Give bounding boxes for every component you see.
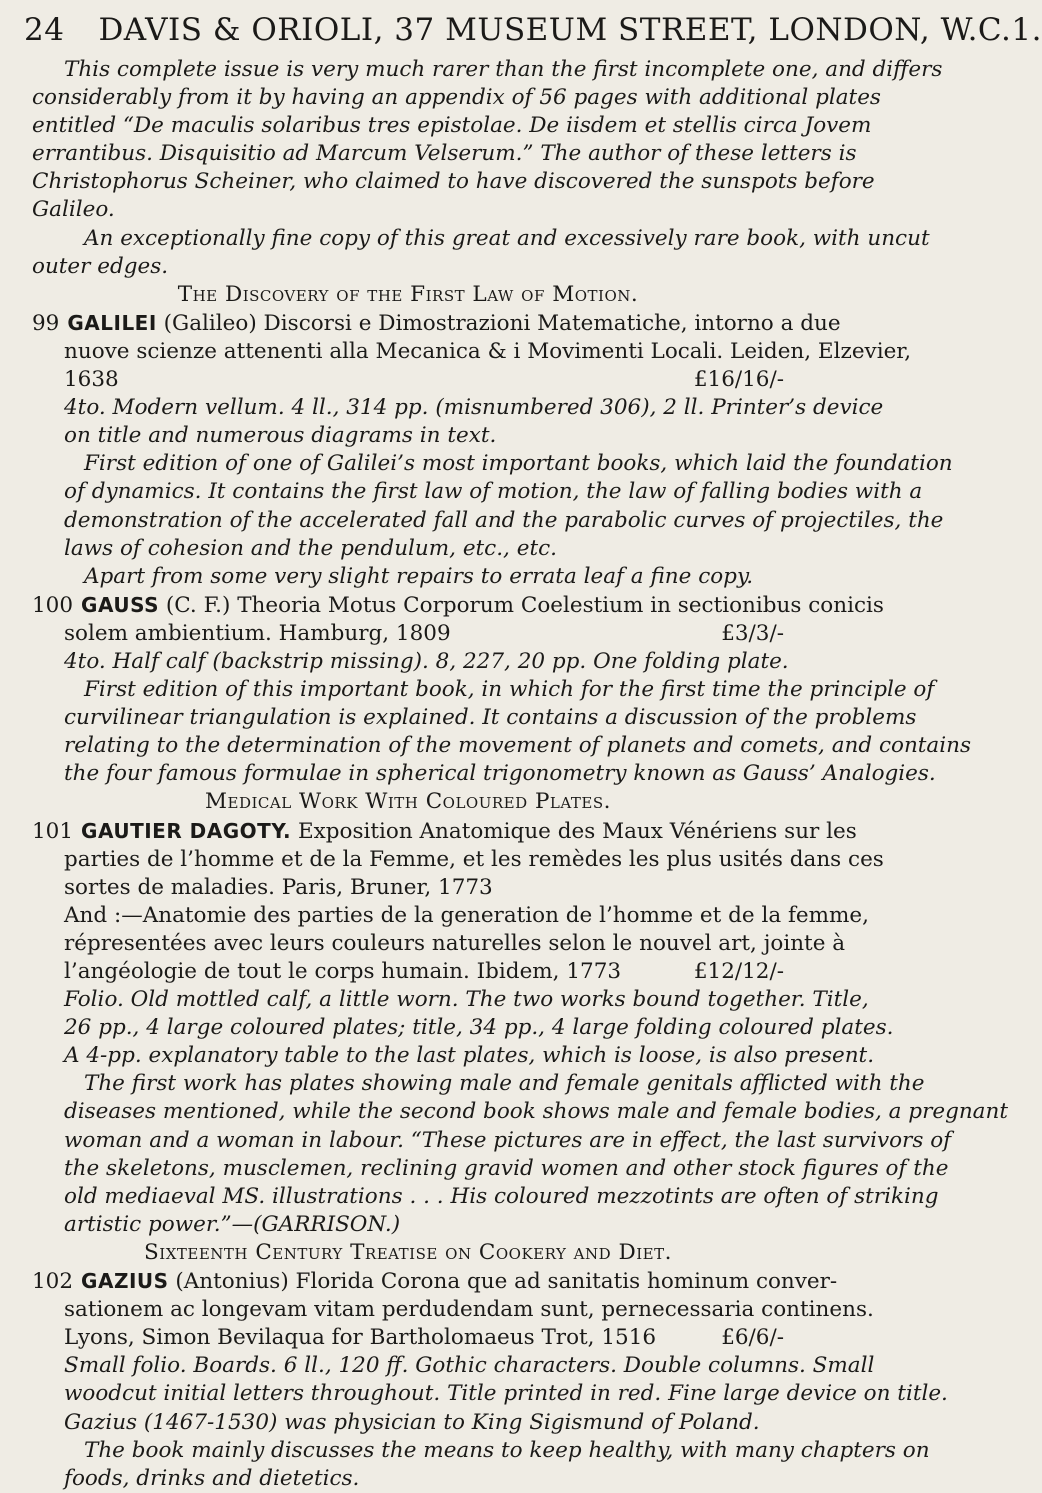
section-heading: Sixteenth Century Treatise on Cookery and Diet. [144,1239,672,1265]
catalogue-entry [32,1239,948,1493]
entry-note-line: woman and a woman in labour. “These pictures are in effect, the last survivors of [64,1127,952,1153]
entry-title: (Galileo) Discorsi e Dimostrazioni Matematiche, intorno a due [163,310,841,336]
entry-price: £16/16/- [693,367,784,393]
section-heading: The Discovery of the First Law of Motion. [177,281,639,307]
text-line: Christophorus Scheiner, who claimed to have discovered the sunspots before [32,169,875,195]
text-line: This complete issue is very much rarer than the first incomplete one, and differs [64,57,943,82]
entry-price: £3/3/- [721,620,784,646]
text-line: errantibus. Disquisitio ad Marcum Velserum.” The author of these letters is [32,141,857,167]
entry-collation-line: 26 pp., 4 large coloured plates; title, 34 pp., 4 large folding coloured plates. [64,1015,894,1041]
intro-note [32,225,930,281]
entry-note-line: The book mainly discusses the means to keep healthy, with many chapters on [84,1437,930,1463]
entry-number: 102 [32,1269,74,1295]
entry-imprint: Lyons, Simon Bevilaqua for Bartholomaeus Trot, 1516 [64,1325,657,1351]
entry-collation-line: on title and numerous diagrams in text. [64,423,497,449]
entry-author: GAZIUS [81,1269,169,1294]
catalogue-entry [32,788,1008,1239]
text-line: entitled “De maculis solaribus tres epistolae. De iisdem et stellis circa Jovem [32,113,872,139]
entry-first-line [32,591,884,620]
entry-note-line: of dynamics. It contains the first law of motion, the law of falling bodies with a [64,479,923,505]
entry-note-line: the skeletons, musclemen, reclining gravid women and other stock figures of the [64,1155,949,1181]
entry-note-line: curvilinear triangulation is explained. It contains a discussion of the problems [64,705,917,731]
entry-author: GAUTIER DAGOTY. [81,818,292,843]
entry-price-line [32,1324,784,1352]
page-header [24,12,1042,48]
entry-price-line [32,620,784,648]
entry-author: GAUSS [81,592,159,617]
entry-imprint: solem ambientium. Hamburg, 1809 [64,620,451,646]
entry-price-line [32,958,784,986]
entry-note-line: First edition of one of Galilei’s most important books, which laid the foundation [84,451,953,477]
entry-price-line [32,366,784,394]
section-heading: Medical Work With Coloured Plates. [205,789,611,815]
entry-title: (C. F.) Theoria Motus Corporum Coelestium in sectionibus conicis [165,592,884,618]
entry-title: (Antonius) Florida Corona que ad sanitatis hominum conver- [175,1269,838,1295]
catalogue-entry [32,591,972,789]
entry-note-line: demonstration of the accelerated fall and the parabolic curves of projectiles, the [64,507,944,533]
entry-imprint: 1638 [64,367,119,393]
entry-title-line: sortes de maladies. Paris, Bruner, 1773 [64,874,493,900]
entry-title-line: répresentées avec leurs couleurs naturelles selon le nouvel art, jointe à [64,930,846,956]
text-line: Galileo. [32,197,115,223]
text-line: outer edges. [32,253,169,279]
entry-note-line: old mediaeval MS. illustrations . . . His coloured mezzotints are often of striking [64,1183,939,1209]
entry-title: Exposition Anatomique des Maux Vénériens sur les [297,818,857,844]
entry-collation-line: Gazius (1467-1530) was physician to King Sigismund of Poland. [64,1409,760,1435]
entry-first-line [32,817,857,846]
entry-collation-line: 4to. Modern vellum. 4 ll., 314 pp. (misnumbered 306), 2 ll. Printer’s device [64,395,884,421]
entry-price: £12/12/- [693,959,784,984]
intro-paragraph [32,56,943,225]
entry-note-line: laws of cohesion and the pendulum, etc., etc. [64,535,557,561]
entry-first-line [32,309,841,338]
entry-title-line: sationem ac longevam vitam perdudendam sunt, pernecessaria continens. [64,1297,874,1323]
entry-collation-line: Folio. Old mottled calf, a little worn. The two works bound together. Title, [64,987,869,1013]
entry-collation-line: 4to. Half calf (backstrip missing). 8, 227, 20 pp. One folding plate. [64,648,789,674]
entry-price: £6/6/- [721,1325,784,1351]
entry-first-line [32,1267,838,1296]
entry-note-line: artistic power.”—(GARRISON.) [64,1211,401,1237]
text-line: An exceptionally fine copy of this great and excessively rare book, with uncut [84,225,930,251]
entry-number: 101 [32,818,74,844]
entry-collation-line: woodcut initial letters throughout. Title printed in red. Fine large device on title. [64,1381,948,1407]
entry-number: 100 [32,592,74,618]
entry-collation-line: A 4-pp. explanatory table to the last plates, which is loose, is also present. [64,1043,875,1069]
page-number: 24 [24,12,65,48]
entry-author: GALILEI [67,310,157,335]
text-line: considerably from it by having an appendix of 56 pages with additional plates [32,85,881,111]
entry-note-line: relating to the determination of the movement of planets and comets, and contains [64,733,972,759]
entry-note-line: First edition of this important book, in which for the first time the principle of [84,677,935,703]
entry-title-line: And :—Anatomie des parties de la generation de l’homme et de la femme, [64,902,869,928]
entry-title-line: parties de l’homme et de la Femme, et les remèdes les plus usités dans ces [64,846,884,872]
entry-number: 99 [32,310,60,336]
entry-title-line: nuove scienze attenenti alla Mecanica & i Movimenti Locali. Leiden, Elzevier, [64,338,912,364]
entry-note-line: The first work has plates showing male and female genitals afflicted with the [84,1071,925,1097]
entry-imprint: l’angéologie de tout le corps humain. Ibidem, 1773 [64,959,622,984]
entry-note-line: foods, drinks and dietetics. [64,1465,360,1491]
entry-collation-line: Small folio. Boards. 6 ll., 120 ff. Gothic characters. Double columns. Small [64,1353,875,1379]
catalogue-entry [32,281,953,591]
catalogue-entries [32,281,1008,1493]
entry-note-line: Apart from some very slight repairs to errata leaf a fine copy. [84,563,754,589]
entry-note-line: the four famous formulae in spherical trigonometry known as Gauss’ Analogies. [64,761,936,787]
running-title: DAVIS & ORIOLI, 37 MUSEUM STREET, LONDON, W.C.1. [98,12,1042,48]
entry-note-line: diseases mentioned, while the second book shows male and female bodies, a pregnant [64,1099,1008,1125]
page-content [32,56,1008,1493]
